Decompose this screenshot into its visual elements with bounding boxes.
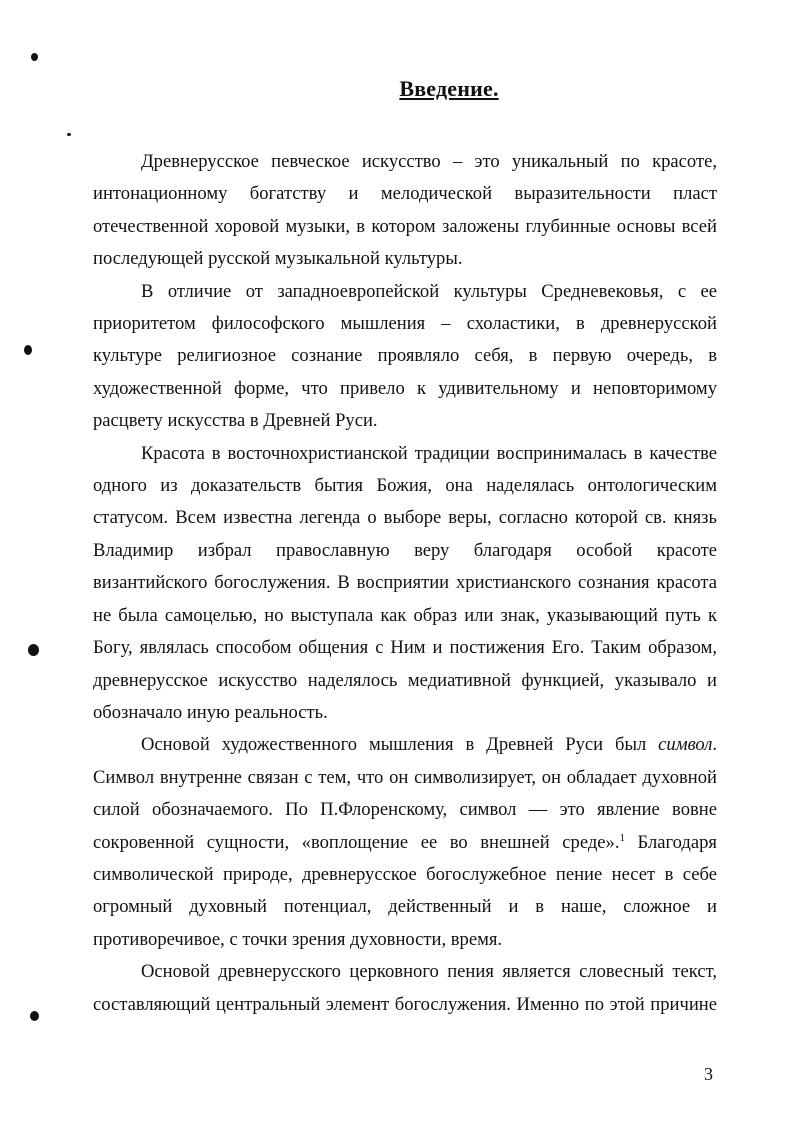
text-line: одного из доказательств бытия Божия, она наделялась онтологическим [93,475,717,497]
text-run: Основой художественного мышления в Древней Руси был [141,734,659,756]
text-line: противоречивое, с точки зрения духовности, время. [93,928,503,950]
emphasized-word: символ [658,734,713,756]
text-line: статусом. Всем известна легенда о выборе веры, согласно которой св. князь [93,507,717,529]
text-line: древнерусское искусство наделялось медиативной функцией, указывало и [93,669,717,691]
text-line: обозначало иную реальность. [93,701,328,723]
text-line: Красота в восточнохристианской традиции воспринималась в качестве [141,442,717,464]
page-title: Введение. [399,76,499,101]
text-line: приоритетом философского мышления – схоластики, в древнерусской [93,313,717,335]
text-line: символической природе, древнерусское богослужебное пение несет в себе [93,863,717,885]
text-line: византийского богослужения. В восприятии христианского сознания красота [93,572,717,594]
paragraph-5 [93,956,717,1021]
text-line: силой обозначаемого. По П.Флоренскому, символ — это явление вовне [93,799,717,821]
text-line: расцвету искусства в Древней Руси. [93,410,378,432]
paragraph-2 [93,276,717,438]
text-line [93,827,717,859]
scan-speck [31,53,38,61]
text-line: составляющий центральный элемент богослужения. Именно по этой причине [93,993,717,1015]
text-line: культуре религиозное сознание проявляло себя, в первую очередь, в [93,345,717,367]
text-line: Древнерусское певческое искусство – это уникальный по красоте, [141,151,717,172]
body-text [93,146,717,1021]
page-number: 3 [704,1064,713,1084]
text-run: сокровенной сущности, «воплощение ее во внешней среде». [93,831,620,853]
scan-speck [24,345,32,355]
text-line [93,729,717,761]
text-line: В отличие от западноевропейской культуры Средневековья, с ее [141,280,717,302]
text-line: Символ внутренне связан с тем, что он символизирует, он обладает духовной [93,766,717,788]
text-line: Владимир избрал православную веру благодаря особой красоте [93,539,717,561]
paragraph-3 [93,438,717,730]
text-line: Основой древнерусского церковного пения является словесный текст, [141,961,717,983]
text-run: . [712,734,717,756]
scan-speck [28,644,39,656]
text-run: Благодаря [624,831,717,853]
text-line: отечественной хоровой музыки, в котором заложены глубинные основы всей [93,215,717,237]
footnote-reference[interactable]: 1 [619,831,625,844]
text-line: Богу, являлась способом общения с Ним и постижения Его. Таким образом, [93,637,717,659]
paragraph-1 [93,146,717,276]
text-line: художественной форме, что привело к удивительному и неповторимому [93,377,717,399]
scan-speck [67,133,71,136]
paragraph-4 [93,729,717,956]
text-line: не была самоцелью, но выступала как образ или знак, указывающий путь к [93,604,717,626]
scan-speck [30,1011,39,1021]
text-line: интонационному богатству и мелодической выразительности пласт [93,183,717,205]
text-line: последующей русской музыкальной культуры. [93,248,463,270]
text-line: огромный духовный потенциал, действенный и в наше, сложное и [93,896,717,918]
